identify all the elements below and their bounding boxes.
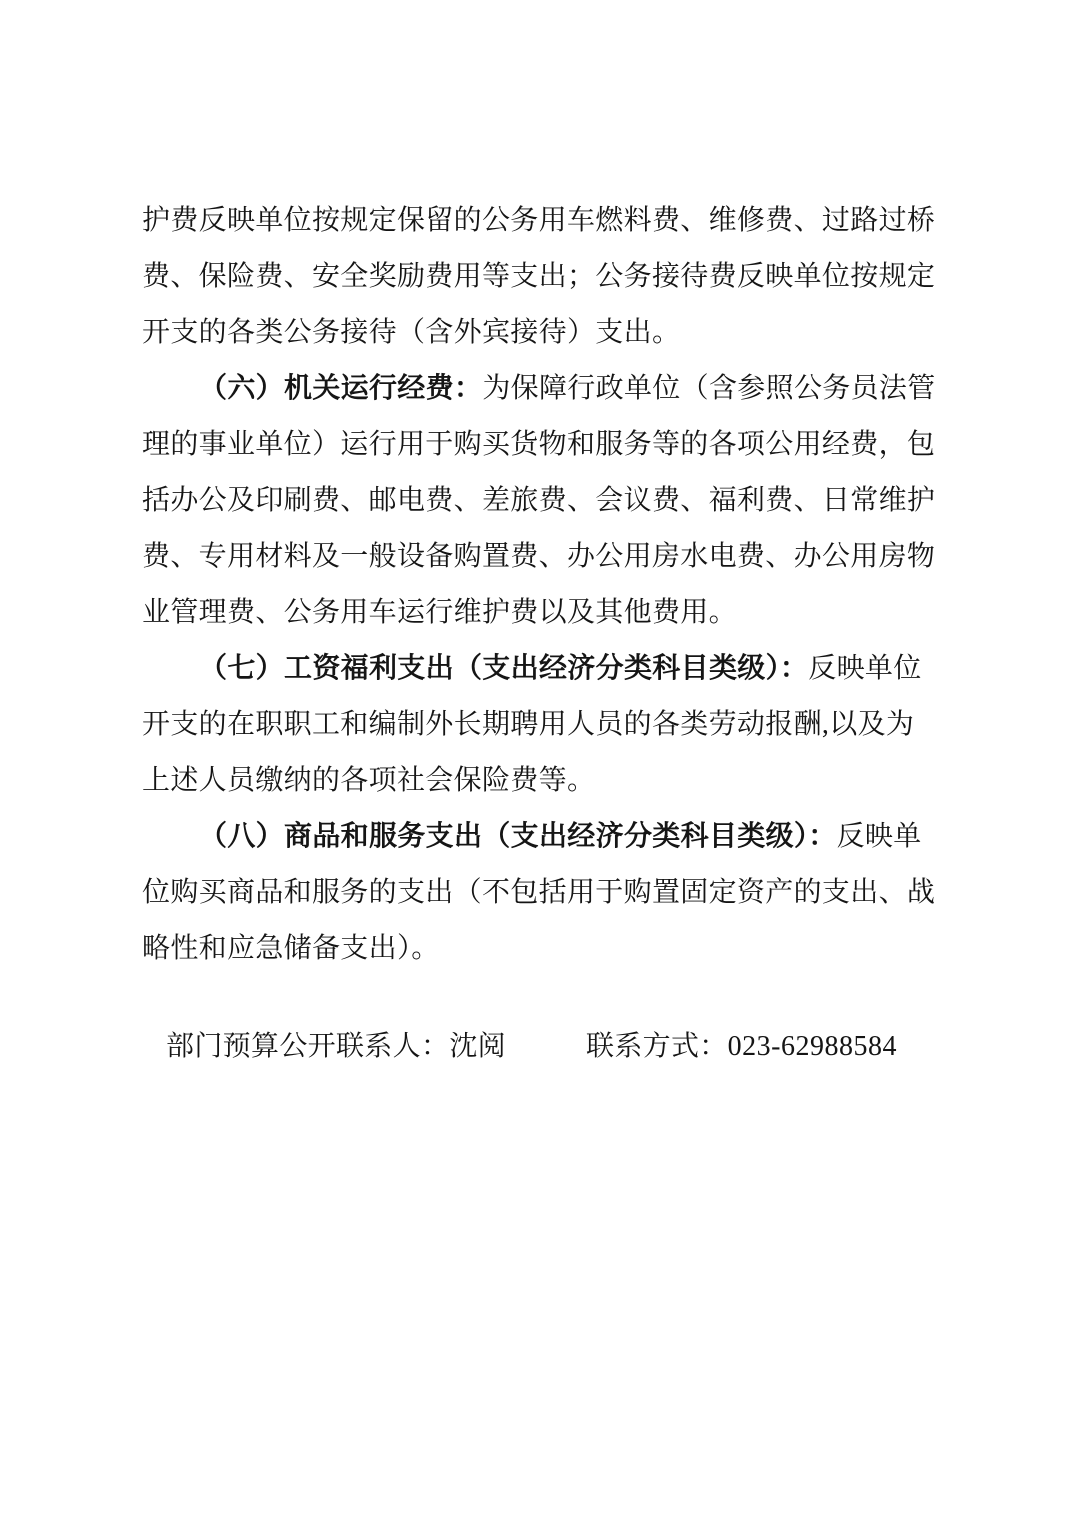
paragraph-text: 位购买商品和服务的支出（不包括用于购置固定资产的支出、战 — [142, 877, 936, 908]
paragraph-text: 略性和应急储备支出）。 — [142, 933, 440, 964]
text-line — [142, 473, 935, 529]
paragraph-text: 护费反映单位按规定保留的公务用车燃料费、维修费、过路过桥 — [142, 205, 936, 236]
contact-line — [142, 1019, 935, 1075]
paragraph-text: 括办公及印刷费、邮电费、差旅费、会议费、福利费、日常维护 — [142, 485, 936, 516]
paragraph-text: 反映单位 — [808, 653, 922, 684]
paragraph-text: 反映单 — [836, 821, 922, 852]
body-text — [142, 193, 935, 1075]
contact-phone-number: 023-62988584 — [727, 1031, 897, 1062]
contact-phone-label: 联系方式： — [585, 1031, 728, 1062]
section-heading-6: （六）机关运行经费： — [199, 373, 483, 404]
text-line — [142, 305, 935, 361]
paragraph-text: 为保障行政单位（含参照公务员法管 — [482, 373, 936, 404]
text-line — [142, 249, 935, 305]
paragraph-text: 开支的各类公务接待（含外宾接待）支出。 — [142, 317, 681, 348]
text-line — [142, 529, 935, 585]
text-line — [142, 921, 935, 977]
paragraph-text: 费、专用材料及一般设备购置费、办公用房水电费、办公用房物 — [142, 541, 936, 572]
text-line — [142, 697, 935, 753]
paragraph-text: 上述人员缴纳的各项社会保险费等。 — [142, 765, 596, 796]
section-heading-7: （七）工资福利支出（支出经济分类科目类级）： — [199, 653, 809, 684]
paragraph-text: 开支的在职职工和编制外长期聘用人员的各类劳动报酬,以及为 — [142, 709, 915, 740]
text-line — [142, 361, 935, 417]
contact-person-name: 沈阅 — [449, 1031, 506, 1062]
contact-spacer — [506, 1054, 586, 1055]
text-line — [142, 641, 935, 697]
text-line — [142, 865, 935, 921]
paragraph-text: 费、保险费、安全奖励费用等支出；公务接待费反映单位按规定 — [142, 261, 936, 292]
text-line — [142, 585, 935, 641]
paragraph-text: 业管理费、公务用车运行维护费以及其他费用。 — [142, 597, 737, 628]
contact-person-label: 部门预算公开联系人： — [166, 1031, 450, 1062]
text-line — [142, 809, 935, 865]
text-line — [142, 417, 935, 473]
text-line — [142, 753, 935, 809]
paragraph-text: 理的事业单位）运行用于购买货物和服务等的各项公用经费，包 — [142, 429, 936, 460]
text-line — [142, 193, 935, 249]
section-heading-8: （八）商品和服务支出（支出经济分类科目类级）： — [199, 821, 837, 852]
